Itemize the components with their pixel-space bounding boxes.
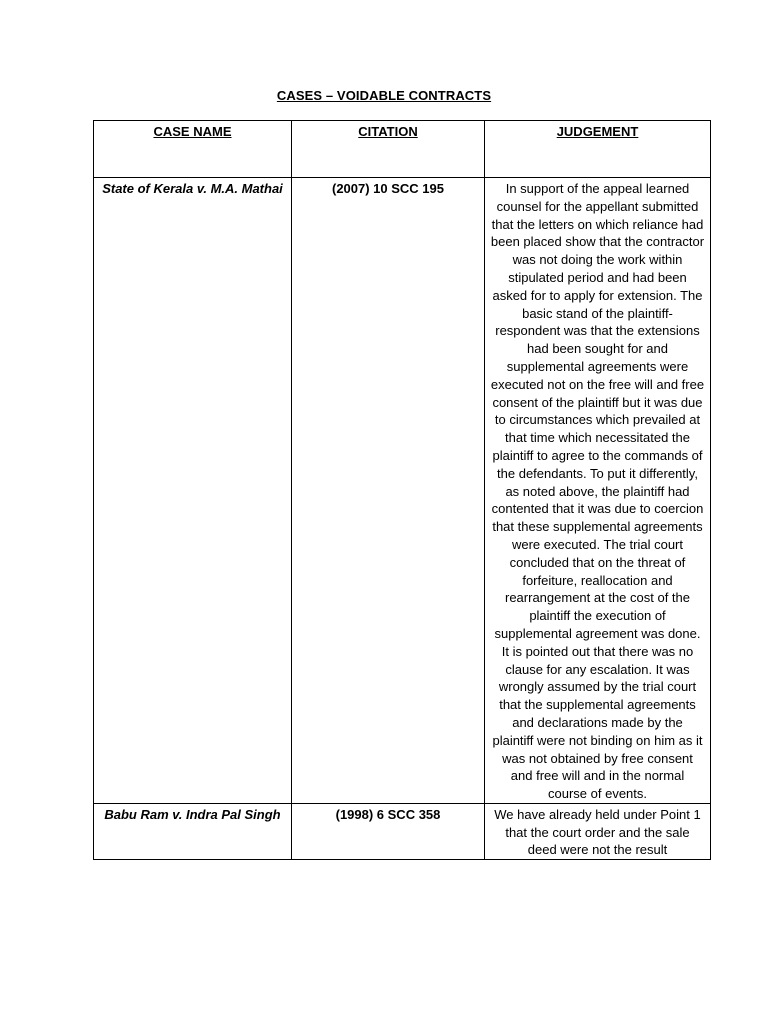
header-case-name: CASE NAME [94, 121, 292, 178]
case-name-cell: Babu Ram v. Indra Pal Singh [94, 803, 292, 859]
judgement-cell: In support of the appeal learned counsel for the appellant submitted that the letters on which reliance had been placed show that the contractor was not doing the work within stipulated period and had been asked for to apply for extension. The basic stand of the plaintiff-respondent was that the extensions had been sought for and supplemental agreements were executed not on the free will and free consent of the plaintiff but it was due to circumstances which prevailed at that time which necessitated the plaintiff to agree to the commands of the defendants. To put it differently, as noted above, the plaintiff had contented that it was due to coercion that these supplemental agreements were executed. The trial court concluded that on the threat of forfeiture, reallocation and rearrangement at the cost of the plaintiff the execution of supplemental agreement was done. It is pointed out that there was no clause for any escalation. It was wrongly assumed by the trial court that the supplemental agreements and declarations made by the plaintiff were not binding on him as it was not obtained by free consent and free will and in the normal course of events. [485, 178, 711, 804]
judgement-cell: We have already held under Point 1 that the court order and the sale deed were not the result [485, 803, 711, 859]
table-header-row [94, 121, 711, 178]
header-citation: CITATION [292, 121, 485, 178]
header-judgement: JUDGEMENT [485, 121, 711, 178]
table-row [94, 803, 711, 859]
document-title: CASES – VOIDABLE CONTRACTS [276, 88, 492, 103]
case-name-cell: State of Kerala v. M.A. Mathai [94, 178, 292, 804]
cases-table [93, 120, 711, 860]
table-row [94, 178, 711, 804]
citation-cell: (2007) 10 SCC 195 [292, 178, 485, 804]
citation-cell: (1998) 6 SCC 358 [292, 803, 485, 859]
